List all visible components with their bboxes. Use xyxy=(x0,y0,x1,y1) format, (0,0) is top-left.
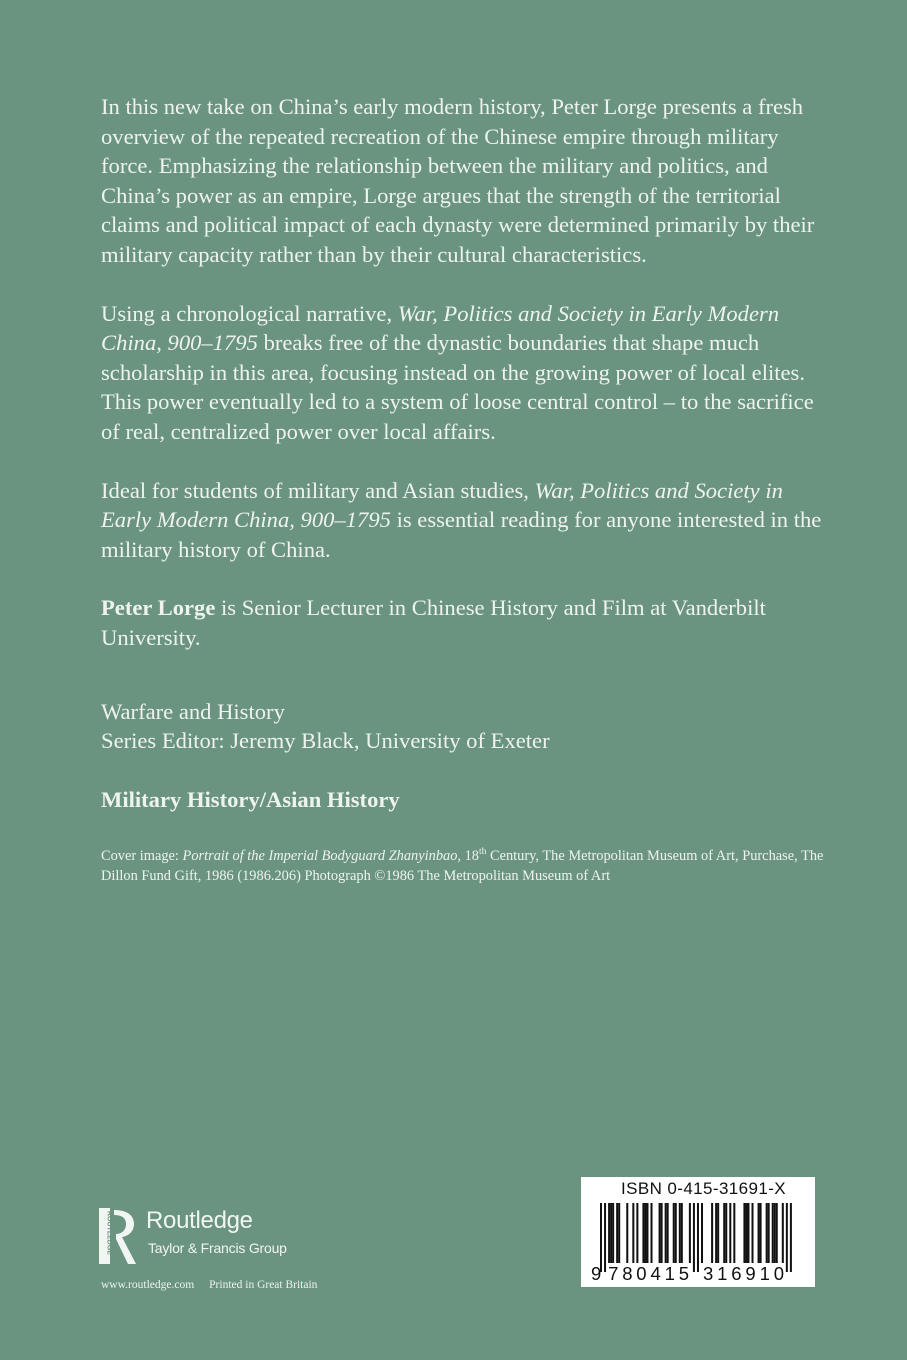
barcode-bar xyxy=(776,1203,778,1263)
barcode-digit: 0 xyxy=(773,1263,784,1284)
credit-rest: Century, The Metropolitan Museum of Art, Purchase, The Dillon Fund Gift, 1986 (1986.206) Photograph ©1986 The Metropolitan Museum of Art xyxy=(101,848,824,885)
barcode-digit: 6 xyxy=(731,1263,742,1284)
printed-in: Printed in Great Britain xyxy=(209,1279,318,1291)
barcode-bar xyxy=(693,1203,695,1272)
barcode-digit: 1 xyxy=(717,1263,728,1284)
barcode-bar xyxy=(667,1203,669,1263)
barcode-bar xyxy=(790,1203,792,1272)
barcode-bar xyxy=(747,1203,749,1263)
publisher-group: Taylor & Francis Group xyxy=(148,1240,287,1256)
barcode-bar xyxy=(673,1203,675,1263)
barcode-bar xyxy=(745,1203,747,1263)
barcode-bar xyxy=(642,1203,644,1263)
barcode-bar xyxy=(604,1203,606,1272)
barcode-bar xyxy=(729,1203,731,1263)
barcode-bar xyxy=(612,1203,614,1263)
series-editor: Series Editor: Jeremy Black, University of Exeter xyxy=(101,728,550,754)
series-name: Warfare and History xyxy=(101,698,285,724)
barcode-bar xyxy=(782,1203,784,1263)
barcode-bar xyxy=(600,1203,602,1272)
book-title-repeat: War, Politics and Society in Early Modern China, 900–1795 xyxy=(101,477,783,533)
credit-title: Portrait of the Imperial Bodyguard Zhanyinbao xyxy=(182,848,458,865)
cover-credit xyxy=(101,842,836,886)
barcode-bar xyxy=(618,1203,620,1263)
barcode-bar xyxy=(651,1203,653,1263)
barcode-bar xyxy=(752,1203,754,1263)
routledge-logo-icon xyxy=(98,1208,140,1268)
barcode-bar xyxy=(679,1203,681,1263)
p3-rest: is essential reading for anyone interested in the military history of China. xyxy=(101,507,822,562)
credit-century-sup: th xyxy=(479,847,487,858)
barcode-bar xyxy=(786,1203,788,1272)
publisher-logo xyxy=(98,1208,328,1268)
barcode-bar xyxy=(723,1203,725,1263)
barcode-bar xyxy=(632,1203,634,1263)
barcode-bar xyxy=(725,1203,727,1263)
barcode-digit: 5 xyxy=(678,1263,690,1284)
isbn-label: ISBN 0-415-31691-X xyxy=(621,1179,787,1198)
author-bio-text: is Senior Lecturer in Chinese History and Film at Vanderbilt University. xyxy=(101,595,766,650)
subject-category: Military History/Asian History xyxy=(101,786,400,812)
barcode-bar xyxy=(616,1203,618,1263)
publisher-name: Routledge xyxy=(146,1207,253,1234)
publisher-website: www.routledge.com xyxy=(101,1279,195,1291)
barcode-bar xyxy=(644,1203,646,1263)
barcode-digit: 0 xyxy=(636,1263,647,1284)
barcode-digit: 8 xyxy=(622,1263,633,1284)
barcode-digit: 7 xyxy=(608,1263,619,1284)
barcode-bar xyxy=(760,1203,762,1263)
p2-lead: Using a chronological narrative, xyxy=(101,300,398,326)
barcode-digit: 3 xyxy=(703,1263,714,1284)
p3-lead: Ideal for students of military and Asian studies, xyxy=(101,477,535,503)
p2-rest: breaks free of the dynastic boundaries that shape much scholarship in this area, focusing instead on the growing power of local elites. This power eventually led to a system of loose central control – to the sacrifice of real, centralized power over local affairs. xyxy=(101,330,814,444)
credit-prefix: Cover image: xyxy=(101,848,183,865)
book-title: War, Politics and Society in Early Modern China, 900–1795 xyxy=(101,300,780,356)
back-cover-text xyxy=(101,92,836,886)
author-bio xyxy=(101,593,836,652)
description-paragraph-2 xyxy=(101,299,836,447)
credit-century: , 18 xyxy=(457,848,479,865)
barcode-bar xyxy=(733,1203,735,1263)
barcode-bar xyxy=(608,1203,610,1263)
barcode-digit: 1 xyxy=(664,1263,675,1284)
barcode-bar xyxy=(626,1203,628,1263)
description-paragraph-3 xyxy=(101,476,836,565)
isbn-barcode xyxy=(581,1177,815,1287)
barcode-bar xyxy=(774,1203,776,1263)
barcode-bar xyxy=(681,1203,683,1263)
barcode-bar xyxy=(715,1203,717,1263)
barcode-digit: 1 xyxy=(759,1263,770,1284)
barcode-digit: 4 xyxy=(650,1263,661,1284)
barcode-digit: 9 xyxy=(745,1263,756,1284)
barcode-bar xyxy=(697,1203,699,1272)
series-info xyxy=(101,697,836,756)
barcode-bar xyxy=(768,1203,770,1263)
barcode-bar xyxy=(610,1203,612,1263)
barcode-bar xyxy=(659,1203,661,1263)
footer-line xyxy=(101,1279,317,1291)
barcode-bar xyxy=(772,1203,774,1263)
barcode-bar xyxy=(665,1203,667,1263)
barcode-bar xyxy=(711,1203,713,1263)
barcode-bar xyxy=(701,1203,703,1263)
svg-text:ROUTLEDGE: ROUTLEDGE xyxy=(105,1211,113,1255)
barcode-digit: 9 xyxy=(591,1263,602,1284)
barcode-bar xyxy=(717,1203,719,1263)
barcode-bar xyxy=(675,1203,677,1263)
description-paragraph-1: In this new take on China’s early modern history, Peter Lorge presents a fresh overview of the repeated recreation of the Chinese empire through military force. Emphasizing the relationship between the military and politics, and China’s power as an empire, Lorge argues that the strength of the territorial claims and political impact of each dynasty were determined primarily by their military capacity rather than by their cultural characteristics. xyxy=(101,94,815,267)
barcode-bar xyxy=(689,1203,691,1263)
barcode-bar xyxy=(636,1203,638,1263)
barcode-bar xyxy=(646,1203,648,1263)
author-name: Peter Lorge xyxy=(101,595,216,621)
barcode-bar xyxy=(766,1203,768,1263)
barcode-bar xyxy=(661,1203,663,1263)
barcode-bar xyxy=(758,1203,760,1263)
barcode-bar xyxy=(743,1203,745,1263)
